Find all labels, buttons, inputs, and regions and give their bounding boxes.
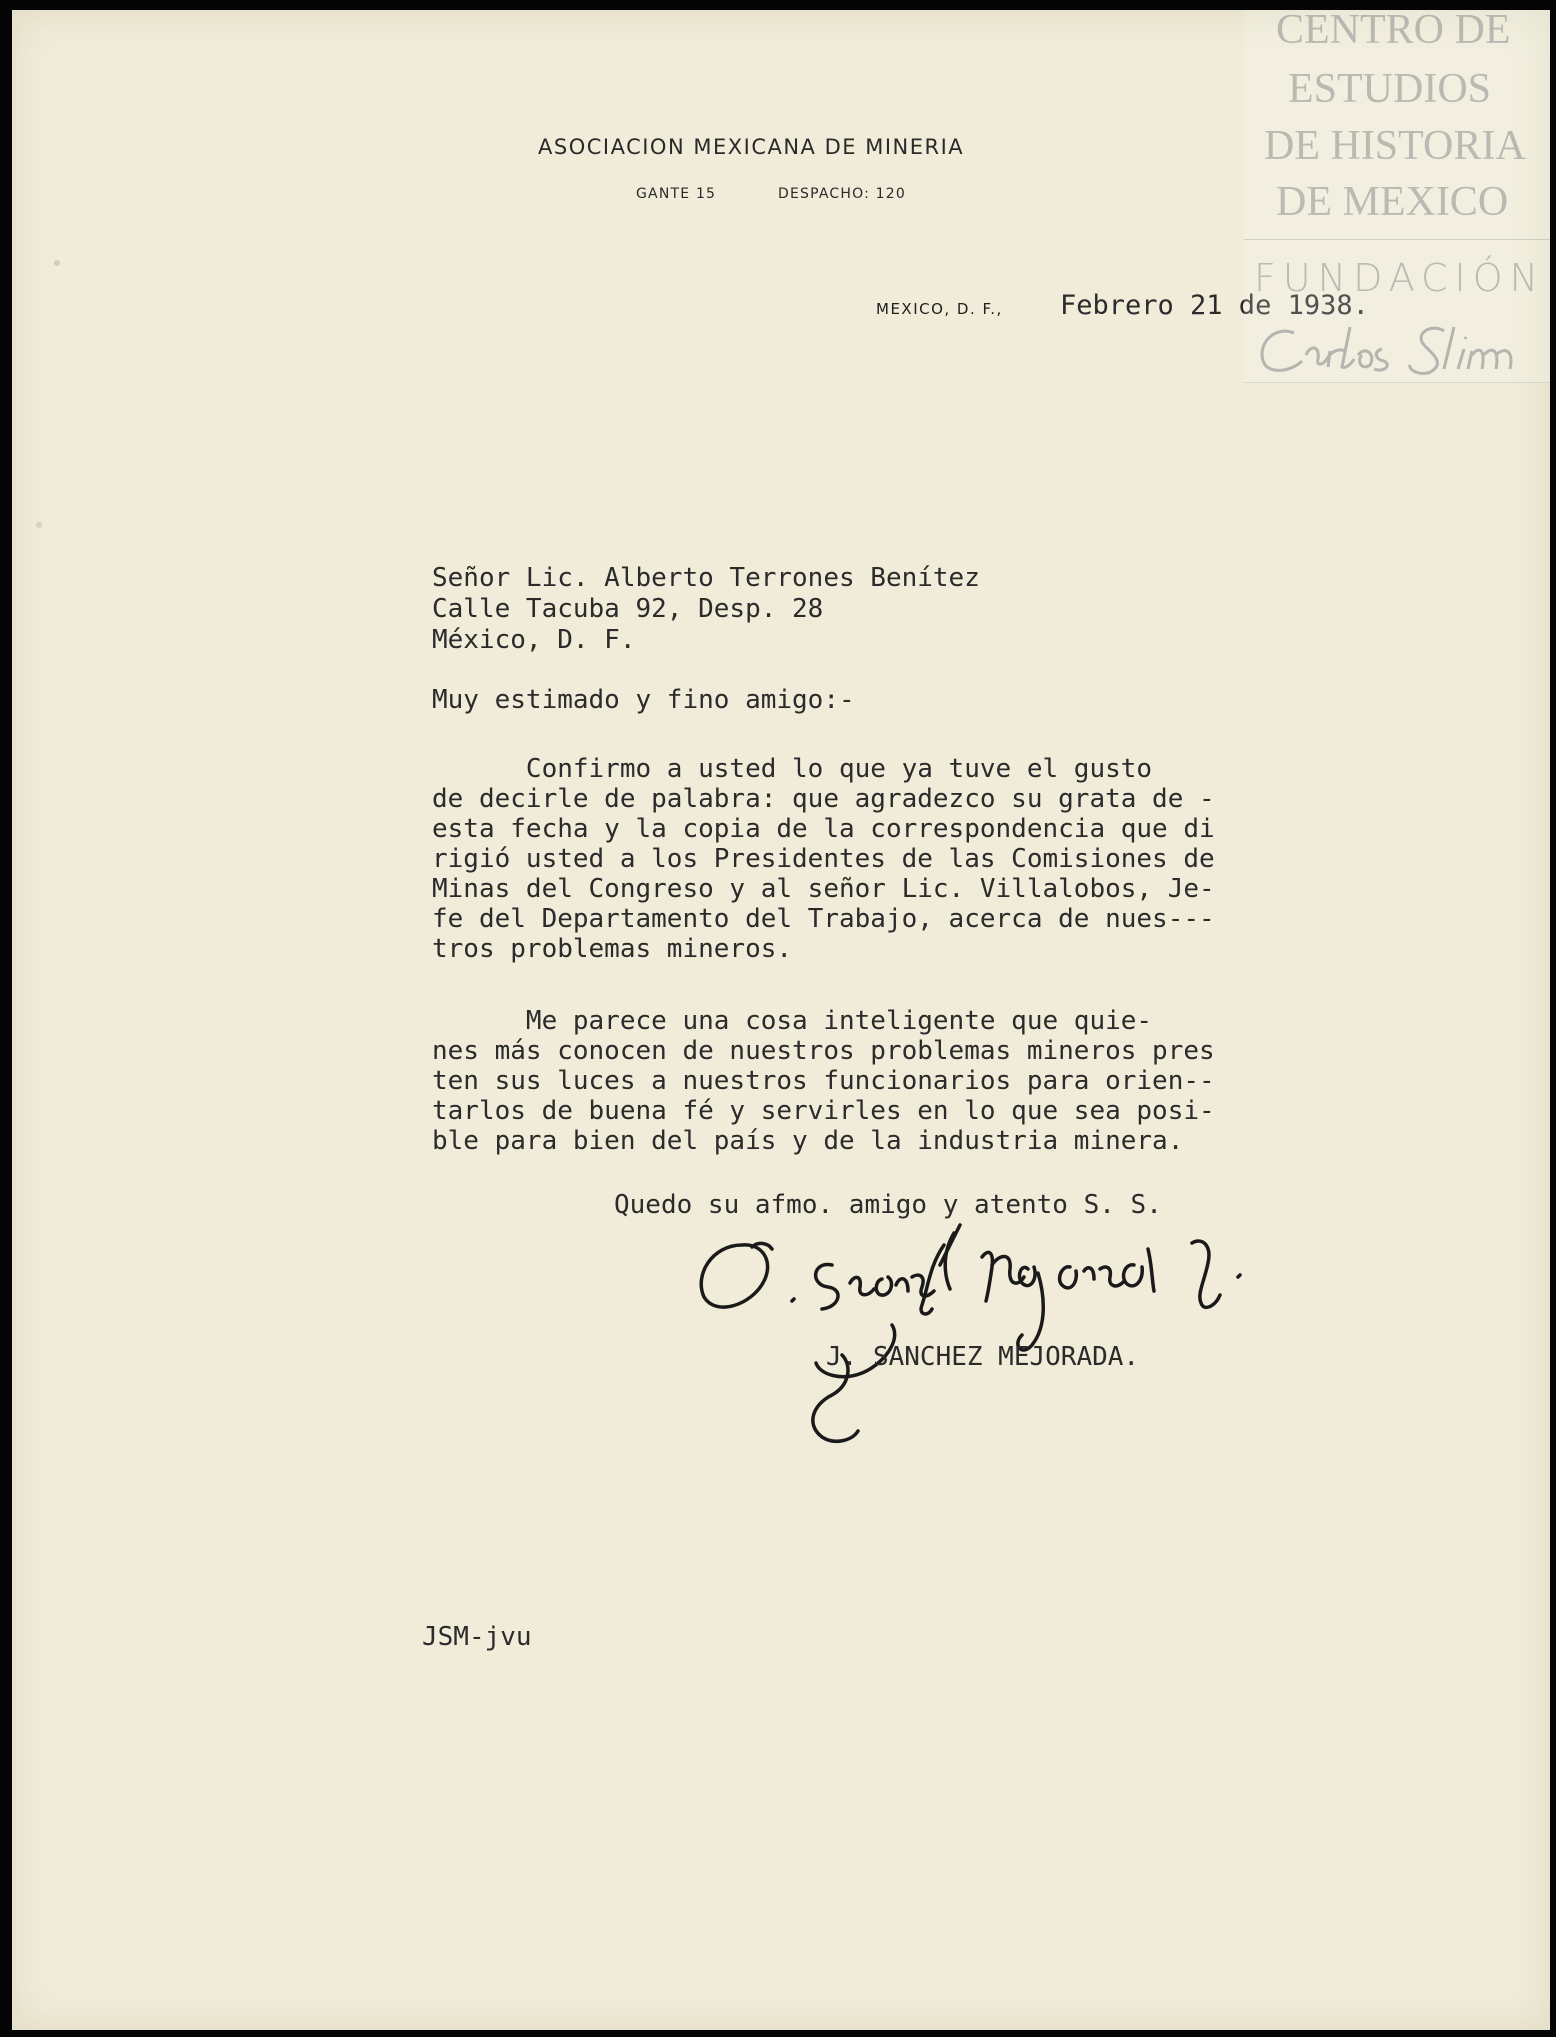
- letterhead-office: DESPACHO: 120: [778, 186, 906, 202]
- watermark-line-2: ESTUDIOS: [1288, 66, 1492, 112]
- paragraph-1-line: esta fecha y la copia de la correspondencia que di: [432, 814, 1215, 844]
- paragraph-2-line: ten sus luces a nuestros funcionarios para orien--: [432, 1066, 1215, 1096]
- addressee-name: Señor Lic. Alberto Terrones Benítez: [432, 563, 980, 593]
- letter-date: Febrero 21 de 1938.: [1060, 290, 1369, 321]
- paragraph-1-line: de decirle de palabra: que agradezco su grata de -: [432, 784, 1215, 814]
- signer-name: J. SANCHEZ MEJORADA.: [826, 1342, 1140, 1372]
- paragraph-1-line: fe del Departamento del Trabajo, acerca de nues---: [432, 904, 1215, 934]
- date-place: MEXICO, D. F.,: [876, 300, 1003, 318]
- paragraph-1-line: Minas del Congreso y al señor Lic. Villalobos, Je-: [432, 874, 1215, 904]
- paragraph-1-line: Confirmo a usted lo que ya tuve el gusto: [432, 754, 1153, 784]
- paragraph-1-line: rigió usted a los Presidentes de las Comisiones de: [432, 844, 1215, 874]
- letterhead-street: GANTE 15: [636, 186, 717, 202]
- watermark-line-3: DE HISTORIA: [1264, 123, 1526, 169]
- closing-line: Quedo su afmo. amigo y atento S. S.: [614, 1190, 1162, 1220]
- watermark-foundation: FUNDACIÓN: [1254, 256, 1546, 300]
- carlos-slim-signature-logo: [1254, 315, 1550, 380]
- paragraph-1-line: tros problemas mineros.: [432, 934, 793, 964]
- salutation: Muy estimado y fino amigo:-: [432, 685, 855, 715]
- paragraph-2-line: tarlos de buena fé y servirles en lo que sea posi-: [432, 1096, 1215, 1126]
- archive-watermark: [1244, 10, 1550, 383]
- watermark-line-4: DE MEXICO: [1276, 179, 1509, 225]
- paragraph-2-line: nes más conocen de nuestros problemas mineros pres: [432, 1036, 1215, 1066]
- typist-initials: JSM-jvu: [422, 1622, 532, 1652]
- paragraph-2-line: Me parece una cosa inteligente que quie-: [432, 1006, 1153, 1036]
- paper-spot: [36, 522, 42, 528]
- addressee-city: México, D. F.: [432, 625, 636, 655]
- letterhead-organization: ASOCIACION MEXICANA DE MINERIA: [538, 135, 965, 159]
- watermark-line-1: CENTRO DE: [1276, 10, 1511, 53]
- watermark-divider: [1244, 239, 1550, 240]
- paragraph-2-line: ble para bien del país y de la industria minera.: [432, 1126, 1184, 1156]
- addressee-street: Calle Tacuba 92, Desp. 28: [432, 594, 824, 624]
- paper-spot: [54, 260, 60, 266]
- letter-sheet: [12, 10, 1550, 2030]
